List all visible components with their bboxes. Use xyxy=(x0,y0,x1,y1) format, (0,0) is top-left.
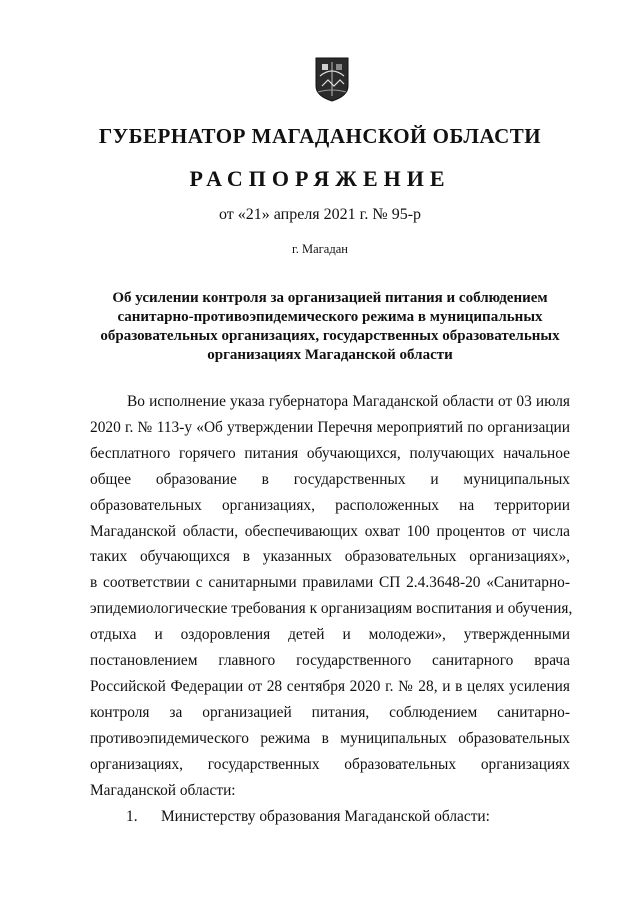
coat-of-arms-icon xyxy=(314,56,350,102)
body-line: организациях, государственных образовательных организациях xyxy=(90,755,570,773)
document-city: г. Магадан xyxy=(292,242,348,256)
body-line: таких обучающихся в указанных образовательных организациях», xyxy=(90,548,570,566)
body-line: образовательных организациях, расположенных на территории xyxy=(90,496,570,514)
body-line: эпидемиологические требования к организациям воспитания и обучения, xyxy=(90,600,573,618)
body-line: отдыха и оздоровления детей и молодежи», утвержденными xyxy=(90,626,570,644)
subject-line: образовательных организациях, государственных образовательных xyxy=(100,328,560,344)
subject-line: санитарно-противоэпидемического режима в муниципальных xyxy=(117,309,543,325)
document-date-number: от «21» апреля 2021 г. № 95-р xyxy=(218,206,422,223)
body-line: бесплатного горячего питания обучающихся, получающих начальное xyxy=(90,444,570,462)
body-line: Магаданской области, обеспечивающих охват 100 процентов от числа xyxy=(90,522,570,540)
body-line: 2020 г. № 113-у «Об утверждении Перечня мероприятий по организации xyxy=(90,418,570,436)
body-line: Российской Федерации от 28 сентября 2020 г. № 28, и в целях усиления xyxy=(90,677,570,695)
document-type: РАСПОРЯЖЕНИЕ xyxy=(189,166,451,191)
document-body xyxy=(90,389,573,804)
subject-line: Об усилении контроля за организацией питания и соблюдением xyxy=(112,290,548,306)
subject-line: организациях Магаданской области xyxy=(207,347,453,363)
body-line: противоэпидемического режима в муниципальных образовательных xyxy=(90,729,570,747)
document-title: ГУБЕРНАТОР МАГАДАНСКОЙ ОБЛАСТИ xyxy=(98,124,542,148)
body-line: контроля за организацией питания, соблюдением санитарно- xyxy=(90,703,570,721)
list-item-number: 1. xyxy=(126,808,138,825)
body-line: Магаданской области: xyxy=(90,781,236,799)
body-line: постановлением главного государственного санитарного врача xyxy=(90,652,570,670)
body-line: Во исполнение указа губернатора Магаданской области от 03 июля xyxy=(127,393,570,410)
body-line: в соответствии с санитарными правилами СП 2.4.3648-20 «Санитарно- xyxy=(90,574,570,592)
list-item-text: Министерству образования Магаданской области: xyxy=(161,808,490,825)
body-line: общее образование в государственных и муниципальных xyxy=(90,470,570,488)
document-subject xyxy=(90,289,570,365)
